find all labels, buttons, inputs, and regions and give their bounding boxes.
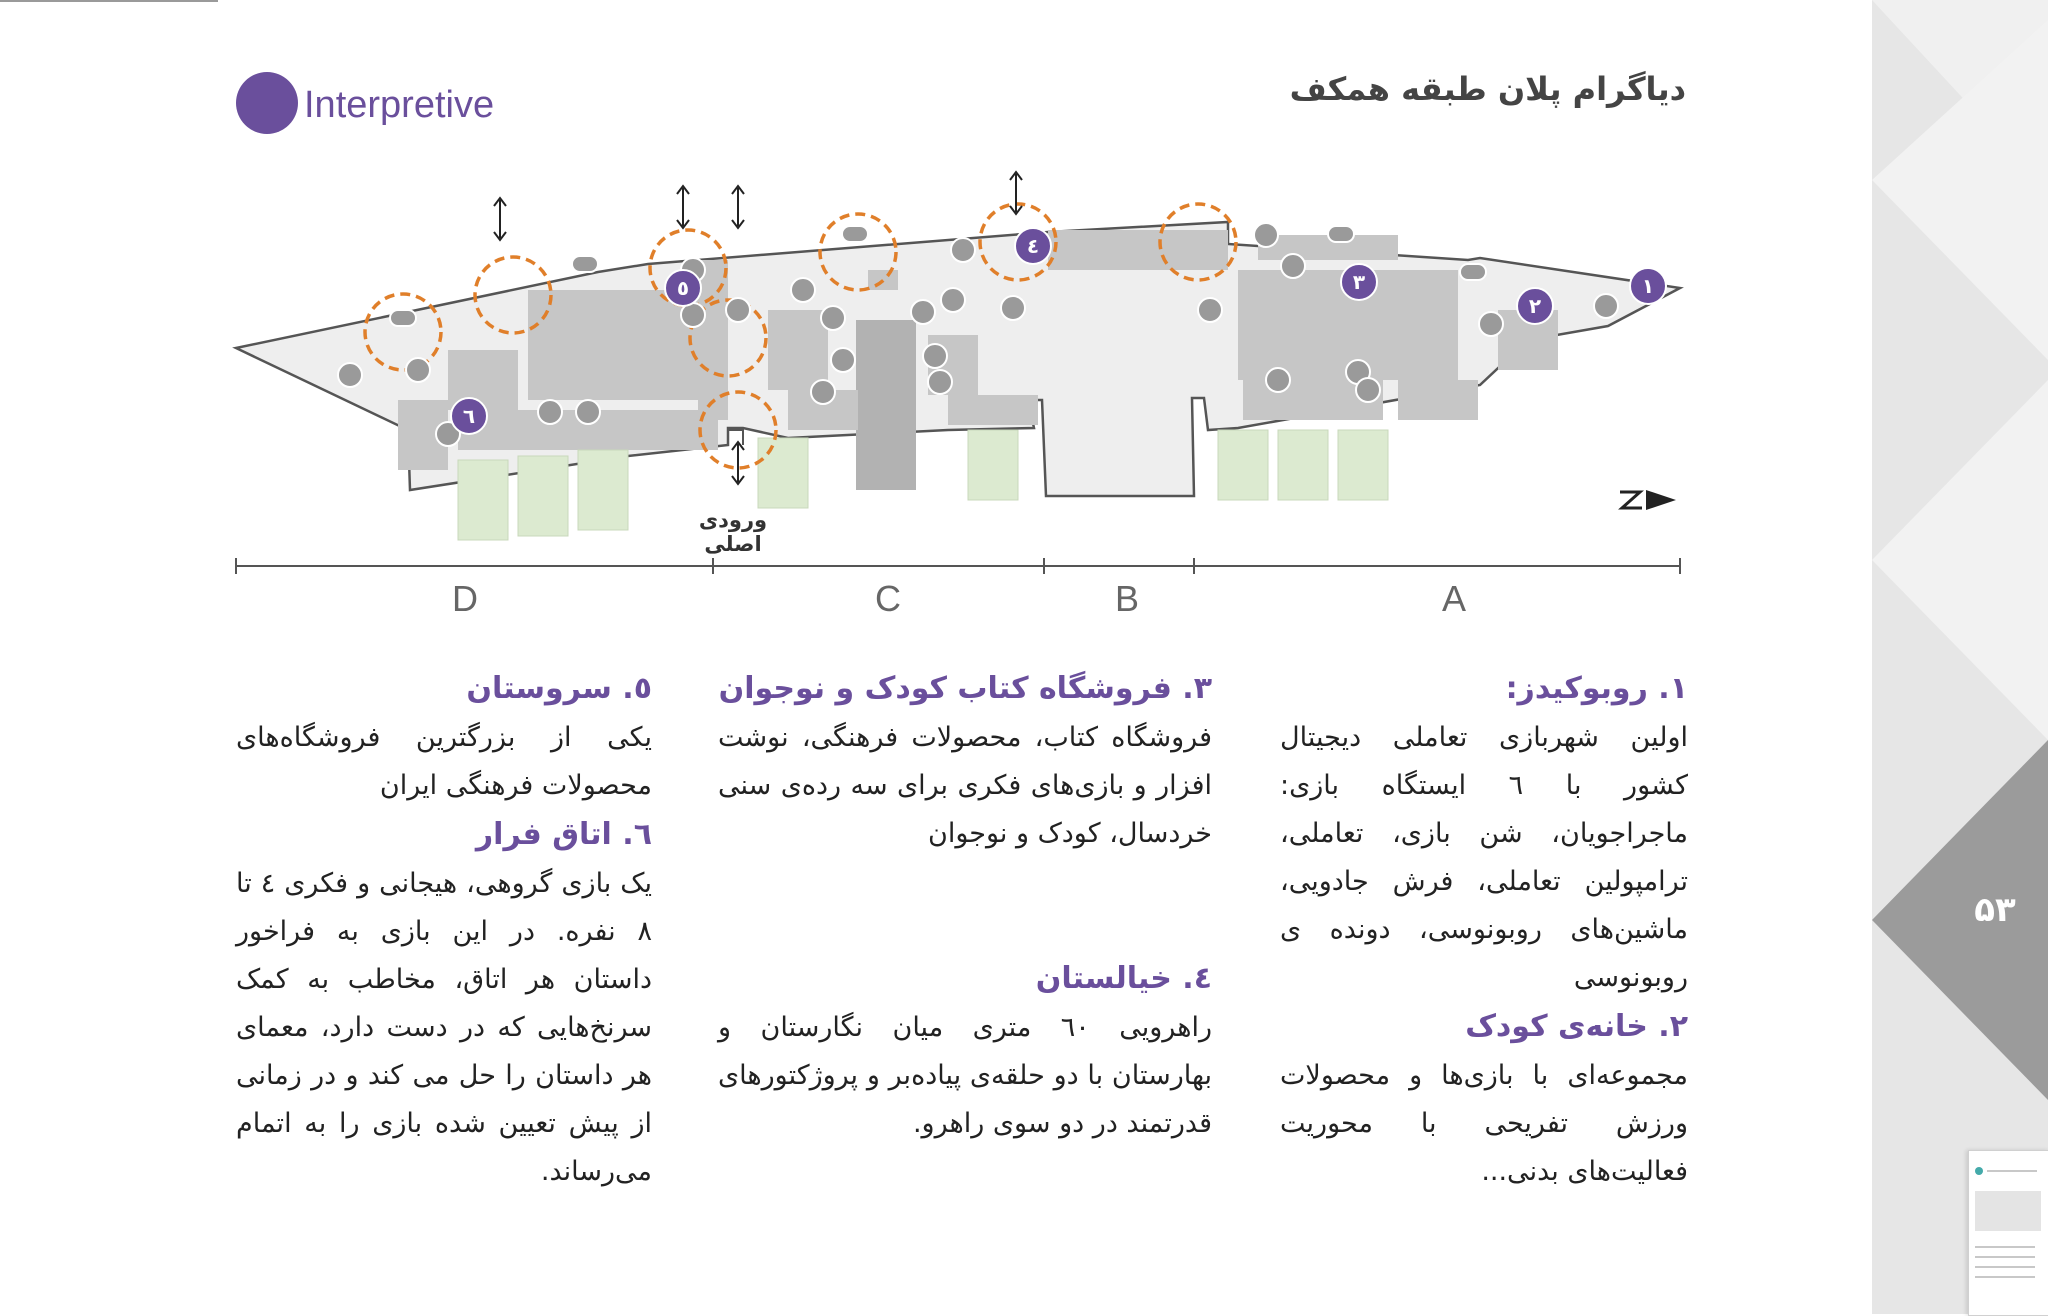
marker-2: ٢	[1528, 294, 1542, 318]
column-right	[1280, 664, 1688, 1196]
section-heading: ٣. فروشگاه کتاب کودک و نوجوان	[718, 671, 1212, 706]
section-heading: ٢. خانه‌ی کودک	[1465, 1009, 1688, 1044]
page-thumbnail[interactable]	[1968, 1150, 2048, 1316]
zone-label-a: A	[1441, 578, 1466, 619]
section-heading: ۱. روبوکیدز:	[1505, 671, 1688, 706]
marker-1: ١	[1641, 274, 1655, 298]
section-heading: ٦. اتاق فرار	[475, 817, 652, 852]
column-middle	[718, 664, 1212, 1148]
thumbnail-dot-icon	[1975, 1167, 1983, 1175]
section-heading: ٥. سروستان	[466, 671, 652, 706]
logo-circle-icon	[236, 72, 298, 134]
marker-6: ٦	[462, 404, 476, 428]
logo-label: Interpretive	[304, 84, 495, 126]
top-rule	[0, 0, 218, 2]
page-sidebar	[1872, 0, 2048, 1314]
section-body: راهرویی ٦٠ متری میان نگارستان و بهارستان با دو حلقه‌ی پیاده‌بر و پروژکتورهای قدرتمند در دو سوی راهرو.	[718, 1012, 1212, 1139]
north-arrow-icon	[1620, 490, 1676, 510]
section-body: یک بازی گروهی، هیجانی و فکری ٤ تا ٨ نفره. در این بازی به فراخور داستان هر اتاق، مخاطب به کمک سرنخ‌هایی که در دست دارد، معمای هر داستان را حل می کند و در زمانی از پیش تعیین شده بازی را به اتمام می‌رساند.	[236, 868, 652, 1187]
page-title: دیاگرام پلان طبقه همکف	[1289, 70, 1686, 108]
marker-3: ٣	[1352, 270, 1366, 294]
section-body: مجموعه‌ای با بازی‌ها و محصولات ورزش تفریحی با محوریت فعالیت‌های بدنی...	[1280, 1060, 1688, 1187]
main-entrance-label: ورودی اصلی	[698, 508, 768, 556]
page-number: ۵۳	[1974, 890, 2016, 930]
zone-label-b: B	[1114, 578, 1139, 619]
section-body: فروشگاه کتاب، محصولات فرهنگی، نوشت افزار و بازی‌های فکری برای سه رده‌ی سنی خردسال، کودک و نوجوان	[718, 722, 1212, 849]
floor-plan-diagram	[228, 160, 1698, 610]
marker-4: ٤	[1026, 234, 1040, 258]
marker-5: ٥	[676, 276, 690, 300]
section-body: یکی از بزرگترین فروشگاه‌های محصولات فرهنگی ایران	[236, 722, 652, 801]
zone-label-d: D	[452, 578, 478, 619]
section-body: اولین شهربازی تعاملی دیجیتال کشور با ٦ ایستگاه بازی: ماجراجویان، شن بازی، تعاملی، ترامپولین تعاملی، فرش جادویی، ماشین‌های روبونوسی، دونده ی روبونوسی	[1280, 722, 1688, 993]
column-left	[236, 664, 652, 1196]
zone-label-c: C	[875, 578, 901, 619]
section-heading: ٤. خیالستان	[1035, 961, 1212, 996]
